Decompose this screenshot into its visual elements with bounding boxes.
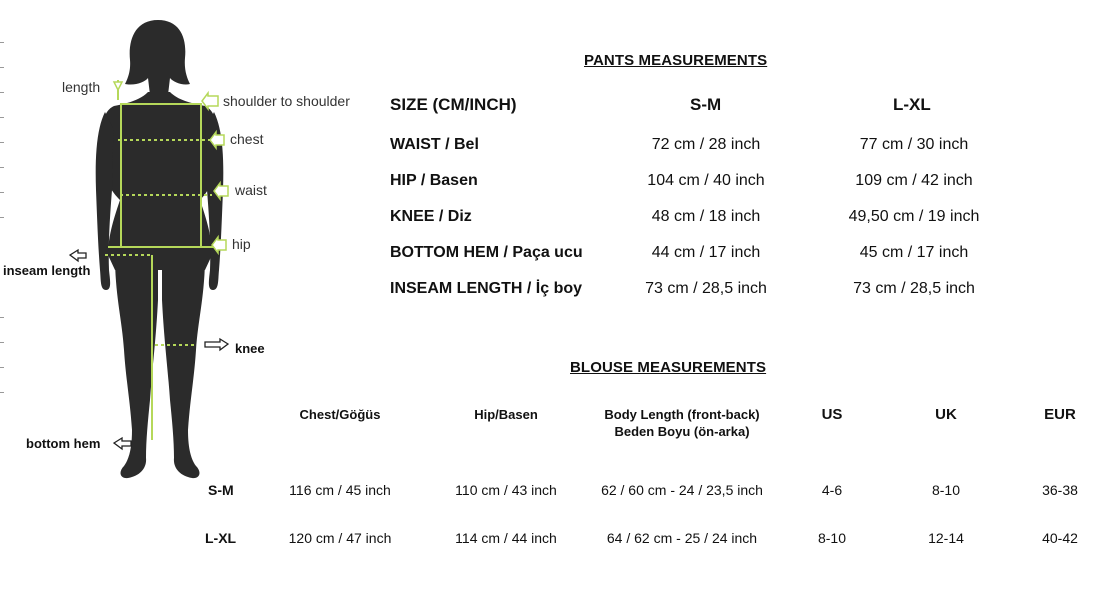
pants-row-label: INSEAM LENGTH / İç boy bbox=[390, 280, 583, 297]
blouse-cell-hip: 110 cm / 43 inch bbox=[455, 482, 557, 498]
blouse-header-us: US bbox=[821, 406, 843, 423]
pants-cell-lxl: 109 cm / 42 inch bbox=[855, 172, 973, 189]
pants-cell-lxl: 45 cm / 17 inch bbox=[859, 244, 969, 261]
pants-title: PANTS MEASUREMENTS bbox=[584, 52, 768, 69]
blouse-header-hip: Hip/Basen bbox=[474, 407, 538, 422]
blouse-header-body-length bbox=[592, 406, 772, 440]
label-chest: chest bbox=[230, 131, 264, 147]
pants-header-lxl: L-XL bbox=[893, 95, 931, 114]
pants-cell-lxl: 73 cm / 28,5 inch bbox=[853, 280, 975, 297]
blouse-cell-us: 4-6 bbox=[821, 482, 843, 498]
pants-header-sm: S-M bbox=[690, 95, 722, 114]
pants-cell-lxl: 77 cm / 30 inch bbox=[859, 136, 969, 153]
blouse-header-eur: EUR bbox=[1044, 406, 1076, 423]
pants-row-label: WAIST / Bel bbox=[390, 136, 479, 153]
label-waist: waist bbox=[235, 182, 267, 198]
body-figure bbox=[0, 0, 380, 500]
pants-cell-sm: 72 cm / 28 inch bbox=[651, 136, 761, 153]
pants-cell-sm: 48 cm / 18 inch bbox=[651, 208, 761, 225]
blouse-header-uk: UK bbox=[935, 406, 957, 423]
blouse-cell-us: 8-10 bbox=[817, 530, 847, 546]
blouse-row-size: S-M bbox=[208, 482, 234, 498]
pants-cell-lxl: 49,50 cm / 19 inch bbox=[848, 208, 980, 225]
blouse-title: BLOUSE MEASUREMENTS bbox=[570, 359, 767, 376]
pants-cell-sm: 44 cm / 17 inch bbox=[651, 244, 761, 261]
blouse-cell-length: 64 / 62 cm - 25 / 24 inch bbox=[606, 530, 758, 546]
blouse-row-size: L-XL bbox=[205, 530, 237, 546]
blouse-cell-chest: 116 cm / 45 inch bbox=[289, 482, 391, 498]
blouse-cell-chest: 120 cm / 47 inch bbox=[288, 530, 392, 546]
pants-cell-sm: 104 cm / 40 inch bbox=[647, 172, 765, 189]
blouse-cell-uk: 8-10 bbox=[931, 482, 961, 498]
pants-row-label: BOTTOM HEM / Paça ucu bbox=[390, 244, 583, 261]
label-knee: knee bbox=[235, 341, 265, 356]
blouse-cell-uk: 12-14 bbox=[928, 530, 964, 546]
label-shoulder: shoulder to shoulder bbox=[223, 93, 350, 109]
label-length: length bbox=[62, 79, 101, 95]
label-inseam: inseam length bbox=[3, 263, 91, 278]
blouse-header-body-length-en: Body Length (front-back) bbox=[604, 407, 760, 422]
label-bottom-hem: bottom hem bbox=[26, 436, 101, 451]
silhouette bbox=[96, 20, 224, 478]
pants-header-size: SIZE (CM/INCH) bbox=[390, 95, 517, 114]
label-hip: hip bbox=[232, 236, 251, 252]
pants-row-label: KNEE / Diz bbox=[390, 208, 472, 225]
blouse-cell-hip: 114 cm / 44 inch bbox=[455, 530, 557, 546]
blouse-header-chest: Chest/Göğüs bbox=[299, 407, 381, 422]
blouse-cell-length: 62 / 60 cm - 24 / 23,5 inch bbox=[601, 482, 763, 498]
blouse-cell-eur: 40-42 bbox=[1042, 530, 1078, 546]
pants-cell-sm: 73 cm / 28,5 inch bbox=[645, 280, 767, 297]
pants-row-label: HIP / Basen bbox=[390, 172, 478, 189]
blouse-cell-eur: 36-38 bbox=[1042, 482, 1078, 498]
blouse-header-body-length-tr: Beden Boyu (ön-arka) bbox=[614, 424, 750, 439]
